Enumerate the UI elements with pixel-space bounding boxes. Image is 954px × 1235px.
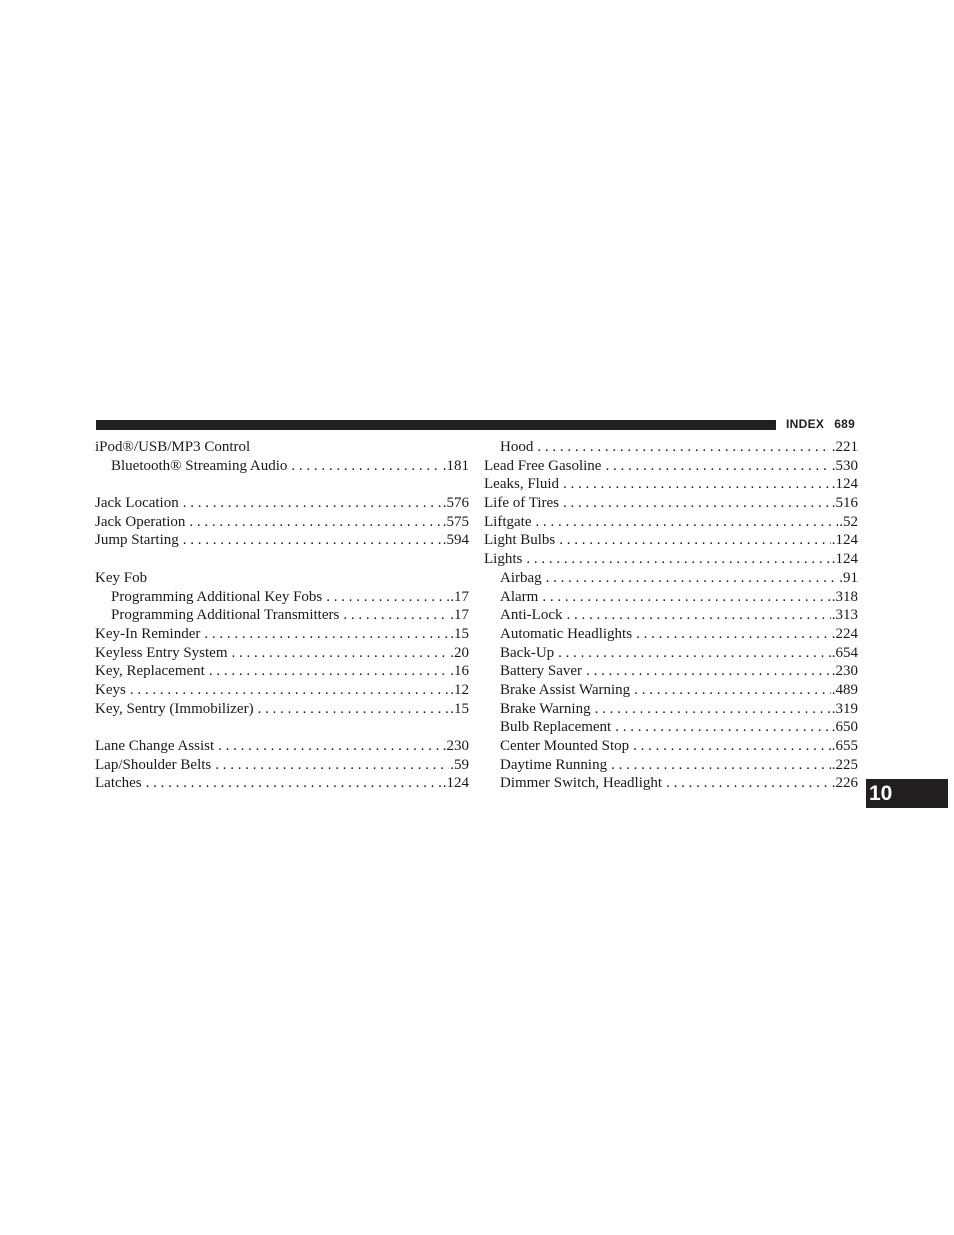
- entry-page: .516: [831, 495, 858, 512]
- entry-label: Bulb Replacement: [500, 719, 612, 736]
- dot-leader: [209, 662, 449, 681]
- dot-leader: [559, 531, 830, 550]
- index-entry: [484, 457, 858, 476]
- index-subentry: [95, 457, 469, 476]
- entry-page: .59: [450, 756, 469, 773]
- header-rule: [96, 420, 776, 430]
- index-subentry: [484, 569, 858, 588]
- index-subentry: [484, 737, 858, 756]
- entry-page: .15: [450, 700, 469, 717]
- entry-page: .124: [831, 476, 858, 493]
- entry-label: Anti-Lock: [500, 607, 563, 624]
- entry-label: Programming Additional Key Fobs: [111, 588, 323, 605]
- dot-leader: [130, 681, 449, 700]
- entry-page: .576: [442, 495, 469, 512]
- index-entry: [95, 737, 469, 756]
- entry-label: Leaks, Fluid: [484, 476, 559, 493]
- dot-leader: [542, 588, 830, 607]
- index-entry: [484, 531, 858, 550]
- index-entry: [484, 513, 858, 532]
- entry-page: .181: [442, 457, 469, 474]
- entry-page: .224: [831, 625, 858, 642]
- entry-page: .650: [831, 719, 858, 736]
- entry-page: .17: [450, 588, 469, 605]
- dot-leader: [526, 550, 830, 569]
- index-subentry: [484, 662, 858, 681]
- dot-leader: [595, 700, 831, 719]
- entry-label: Keys: [95, 681, 126, 698]
- entry-label: Center Mounted Stop: [500, 738, 630, 754]
- entry-page: .15: [450, 625, 469, 642]
- index-entry: [95, 774, 469, 793]
- entry-label: Light Bulbs: [484, 532, 556, 549]
- entry-label: Key Fob: [95, 569, 148, 586]
- index-subentry: [484, 588, 858, 607]
- entry-page: .230: [831, 663, 858, 680]
- entry-page: .221: [831, 439, 858, 455]
- chapter-tab: 10: [866, 779, 948, 808]
- entry-label: Lap/Shoulder Belts: [95, 756, 212, 773]
- entry-label: Lane Change Assist: [95, 738, 215, 754]
- entry-label: Key-In Reminder: [95, 625, 201, 642]
- index-subentry: [484, 438, 858, 457]
- index-entry: [95, 625, 469, 644]
- index-subentry: [484, 774, 858, 793]
- index-entry: [95, 513, 469, 532]
- entry-page: .318: [831, 588, 858, 605]
- dot-leader: [666, 774, 831, 793]
- index-entry: [95, 681, 469, 700]
- entry-label: Dimmer Switch, Headlight: [500, 775, 663, 792]
- entry-label: Lights: [484, 551, 523, 568]
- index-entry: [95, 662, 469, 681]
- section-title: INDEX: [786, 417, 825, 431]
- dot-leader: [634, 681, 831, 700]
- dot-leader: [615, 718, 831, 737]
- entry-label: Daytime Running: [500, 756, 608, 773]
- entry-page: .594: [442, 532, 469, 549]
- dot-leader: [611, 756, 831, 775]
- entry-label: Key, Sentry (Immobilizer): [95, 700, 254, 717]
- entry-page: .489: [831, 681, 858, 698]
- entry-label: Jack Location: [95, 495, 179, 512]
- entry-page: .530: [831, 457, 858, 474]
- dot-leader: [291, 457, 441, 476]
- dot-leader: [258, 700, 450, 719]
- index-entry: [95, 531, 469, 550]
- entry-page: .52: [839, 513, 858, 530]
- entry-label: Automatic Headlights: [500, 625, 633, 642]
- index-subentry: [484, 606, 858, 625]
- entry-label: Back-Up: [500, 644, 555, 661]
- dot-leader: [563, 475, 831, 494]
- entry-page: .655: [831, 738, 858, 754]
- index-entry: [484, 550, 858, 569]
- entry-page: .313: [831, 607, 858, 624]
- index-entry: [95, 438, 469, 457]
- entry-page: .124: [831, 551, 858, 568]
- index-subentry: [484, 756, 858, 775]
- entry-label: Bluetooth® Streaming Audio: [111, 457, 288, 474]
- index-subentry: [484, 681, 858, 700]
- dot-leader: [537, 438, 830, 457]
- dot-leader: [605, 457, 830, 476]
- index-entry: [95, 756, 469, 775]
- entry-label: Programming Additional Transmitters: [111, 607, 340, 624]
- dot-leader: [326, 588, 449, 607]
- index-spacer: [95, 475, 469, 494]
- index-subentry: [484, 700, 858, 719]
- dot-leader: [566, 606, 830, 625]
- index-entry: [95, 569, 469, 588]
- index-spacer: [95, 550, 469, 569]
- dot-leader: [146, 774, 442, 793]
- entry-page: .319: [831, 700, 858, 717]
- entry-page: .575: [442, 513, 469, 530]
- entry-label: Liftgate: [484, 513, 532, 530]
- entry-page: .225: [831, 756, 858, 773]
- dot-leader: [633, 737, 831, 756]
- dot-leader: [343, 606, 449, 625]
- dot-leader: [183, 531, 442, 550]
- entry-page: .91: [839, 569, 858, 586]
- dot-leader: [636, 625, 831, 644]
- index-column-left: [95, 438, 469, 793]
- dot-leader: [558, 644, 831, 663]
- index-spacer: [95, 718, 469, 737]
- entry-label: Lead Free Gasoline: [484, 457, 602, 474]
- entry-label: Life of Tires: [484, 495, 559, 512]
- entry-page: .230: [442, 738, 469, 754]
- dot-leader: [218, 737, 442, 756]
- entry-page: .17: [450, 607, 469, 624]
- entry-page: .654: [831, 644, 858, 661]
- entry-label: Brake Assist Warning: [500, 681, 631, 698]
- dot-leader: [546, 569, 839, 588]
- running-header: [786, 417, 855, 431]
- entry-label: Hood: [500, 439, 534, 455]
- entry-label: Airbag: [500, 569, 542, 586]
- dot-leader: [563, 494, 831, 513]
- index-column-right: [484, 438, 858, 793]
- index-entry: [95, 644, 469, 663]
- dot-leader: [586, 662, 831, 681]
- dot-leader: [232, 644, 450, 663]
- dot-leader: [183, 494, 442, 513]
- entry-page: .12: [450, 681, 469, 698]
- entry-label: Jack Operation: [95, 513, 186, 530]
- entry-label: iPod®/USB/MP3 Control: [95, 439, 251, 455]
- entry-label: Jump Starting: [95, 532, 179, 549]
- dot-leader: [189, 513, 441, 532]
- index-entry: [95, 494, 469, 513]
- index-entry: [484, 475, 858, 494]
- dot-leader: [535, 513, 838, 532]
- entry-label: Keyless Entry System: [95, 644, 228, 661]
- index-subentry: [484, 718, 858, 737]
- dot-leader: [215, 756, 449, 775]
- entry-page: .124: [831, 532, 858, 549]
- index-subentry: [484, 644, 858, 663]
- entry-label: Key, Replacement: [95, 663, 205, 680]
- index-subentry: [484, 625, 858, 644]
- index-entry: [484, 494, 858, 513]
- index-subentry: [95, 588, 469, 607]
- entry-page: .16: [450, 663, 469, 680]
- entry-label: Alarm: [500, 588, 539, 605]
- entry-page: .124: [442, 775, 469, 792]
- entry-label: Brake Warning: [500, 700, 591, 717]
- entry-label: Latches: [95, 775, 142, 792]
- page-number: 689: [834, 417, 856, 431]
- entry-page: .226: [831, 775, 858, 792]
- index-subentry: [95, 606, 469, 625]
- dot-leader: [204, 625, 449, 644]
- entry-page: .20: [450, 644, 469, 661]
- entry-label: Battery Saver: [500, 663, 583, 680]
- index-entry: [95, 700, 469, 719]
